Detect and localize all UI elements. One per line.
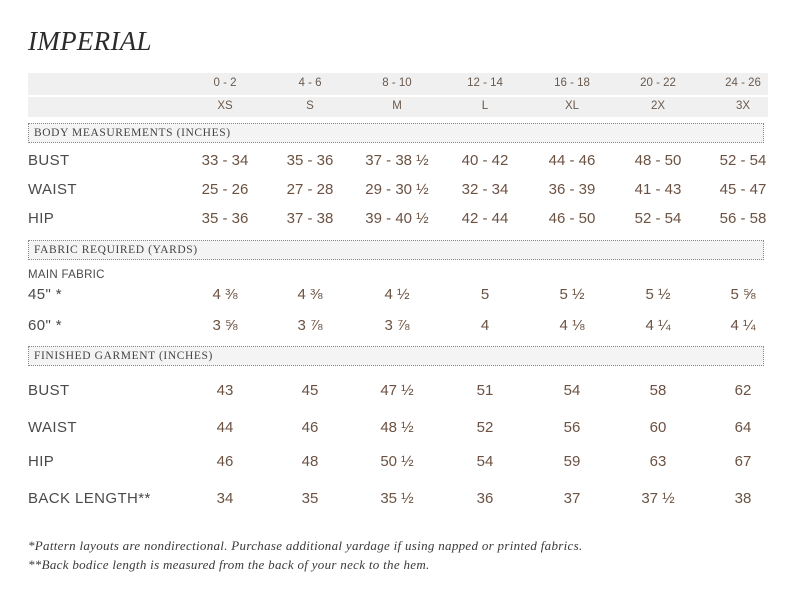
table-cell: 58 bbox=[649, 382, 667, 399]
row-label: HIP bbox=[28, 210, 55, 227]
table-cell: 37 bbox=[563, 490, 581, 507]
page-title: IMPERIAL bbox=[28, 26, 152, 56]
table-cell: 5 ½ bbox=[645, 286, 671, 303]
size-range: 20 - 22 bbox=[640, 77, 676, 89]
table-cell: 34 bbox=[216, 490, 234, 507]
table-cell: 37 ½ bbox=[641, 490, 675, 507]
table-cell: 45 - 47 bbox=[719, 181, 767, 198]
table-cell: 52 - 54 bbox=[719, 152, 767, 169]
table-cell: 35 ½ bbox=[380, 490, 414, 507]
size-range: 4 - 6 bbox=[298, 77, 322, 89]
table-cell: 4 bbox=[480, 317, 490, 334]
table-cell: 3 ⅞ bbox=[384, 317, 410, 334]
size-label: 3X bbox=[735, 100, 751, 112]
table-cell: 52 - 54 bbox=[634, 210, 682, 227]
table-cell: 5 ⅝ bbox=[730, 286, 756, 303]
main-fabric-label: MAIN FABRIC bbox=[28, 269, 105, 281]
section-fabric-required bbox=[28, 240, 764, 260]
size-range: 16 - 18 bbox=[554, 77, 590, 89]
table-cell: 56 - 58 bbox=[719, 210, 767, 227]
row-label: BACK LENGTH** bbox=[28, 490, 151, 507]
table-cell: 4 ¼ bbox=[730, 317, 756, 334]
table-cell: 54 bbox=[476, 453, 494, 470]
table-cell: 46 bbox=[216, 453, 234, 470]
table-cell: 36 - 39 bbox=[548, 181, 596, 198]
table-cell: 5 ½ bbox=[559, 286, 585, 303]
table-cell: 44 - 46 bbox=[548, 152, 596, 169]
table-cell: 4 ⅛ bbox=[559, 317, 585, 334]
size-label: 2X bbox=[650, 100, 666, 112]
table-cell: 35 bbox=[301, 490, 319, 507]
size-label: L bbox=[481, 100, 489, 112]
row-label: BUST bbox=[28, 382, 70, 399]
row-label: 60" * bbox=[28, 317, 63, 334]
size-label: M bbox=[392, 100, 402, 112]
size-range: 24 - 26 bbox=[725, 77, 761, 89]
section-finished-garment bbox=[28, 346, 764, 366]
table-cell: 25 - 26 bbox=[201, 181, 249, 198]
table-cell: 46 - 50 bbox=[548, 210, 596, 227]
table-cell: 48 ½ bbox=[380, 419, 414, 436]
table-cell: 3 ⅝ bbox=[212, 317, 238, 334]
table-cell: 39 - 40 ½ bbox=[365, 210, 429, 227]
section-title: BODY MEASUREMENTS (INCHES) bbox=[34, 127, 231, 139]
row-label: HIP bbox=[28, 453, 55, 470]
table-cell: 42 - 44 bbox=[461, 210, 509, 227]
table-cell: 3 ⅞ bbox=[297, 317, 323, 334]
table-cell: 4 ⅜ bbox=[212, 286, 238, 303]
table-cell: 5 bbox=[480, 286, 490, 303]
table-cell: 4 ½ bbox=[384, 286, 410, 303]
size-label: S bbox=[306, 100, 314, 112]
table-cell: 67 bbox=[734, 453, 752, 470]
row-label: WAIST bbox=[28, 419, 77, 436]
table-cell: 59 bbox=[563, 453, 581, 470]
table-cell: 47 ½ bbox=[380, 382, 414, 399]
table-cell: 48 bbox=[301, 453, 319, 470]
section-body-measurements bbox=[28, 123, 764, 143]
table-cell: 40 - 42 bbox=[461, 152, 509, 169]
row-label: 45" * bbox=[28, 286, 63, 303]
table-cell: 32 - 34 bbox=[461, 181, 509, 198]
size-range: 8 - 10 bbox=[382, 77, 412, 89]
table-cell: 63 bbox=[649, 453, 667, 470]
table-cell: 62 bbox=[734, 382, 752, 399]
table-cell: 44 bbox=[216, 419, 234, 436]
table-cell: 48 - 50 bbox=[634, 152, 682, 169]
table-cell: 35 - 36 bbox=[201, 210, 249, 227]
table-cell: 37 - 38 bbox=[286, 210, 334, 227]
row-label: BUST bbox=[28, 152, 70, 169]
size-range: 0 - 2 bbox=[213, 77, 237, 89]
table-cell: 64 bbox=[734, 419, 752, 436]
table-cell: 41 - 43 bbox=[634, 181, 682, 198]
table-cell: 52 bbox=[476, 419, 494, 436]
footnote: **Back bodice length is measured from the back of your neck to the hem. bbox=[28, 557, 430, 572]
table-cell: 4 ¼ bbox=[645, 317, 671, 334]
size-label: XL bbox=[564, 100, 580, 112]
table-cell: 29 - 30 ½ bbox=[365, 181, 429, 198]
table-cell: 51 bbox=[476, 382, 494, 399]
section-title: FABRIC REQUIRED (YARDS) bbox=[34, 244, 198, 256]
size-range: 12 - 14 bbox=[467, 77, 503, 89]
size-label: XS bbox=[217, 100, 233, 112]
table-cell: 50 ½ bbox=[380, 453, 414, 470]
table-cell: 54 bbox=[563, 382, 581, 399]
table-cell: 37 - 38 ½ bbox=[365, 152, 429, 169]
table-cell: 36 bbox=[476, 490, 494, 507]
table-cell: 45 bbox=[301, 382, 319, 399]
table-cell: 43 bbox=[216, 382, 234, 399]
table-cell: 60 bbox=[649, 419, 667, 436]
table-cell: 38 bbox=[734, 490, 752, 507]
row-label: WAIST bbox=[28, 181, 77, 198]
table-cell: 27 - 28 bbox=[286, 181, 334, 198]
table-cell: 35 - 36 bbox=[286, 152, 334, 169]
table-cell: 56 bbox=[563, 419, 581, 436]
table-cell: 33 - 34 bbox=[201, 152, 249, 169]
table-cell: 46 bbox=[301, 419, 319, 436]
table-cell: 4 ⅜ bbox=[297, 286, 323, 303]
footnote: *Pattern layouts are nondirectional. Purchase additional yardage if using napped or printed fabrics. bbox=[28, 538, 583, 553]
section-title: FINISHED GARMENT (INCHES) bbox=[34, 350, 213, 362]
